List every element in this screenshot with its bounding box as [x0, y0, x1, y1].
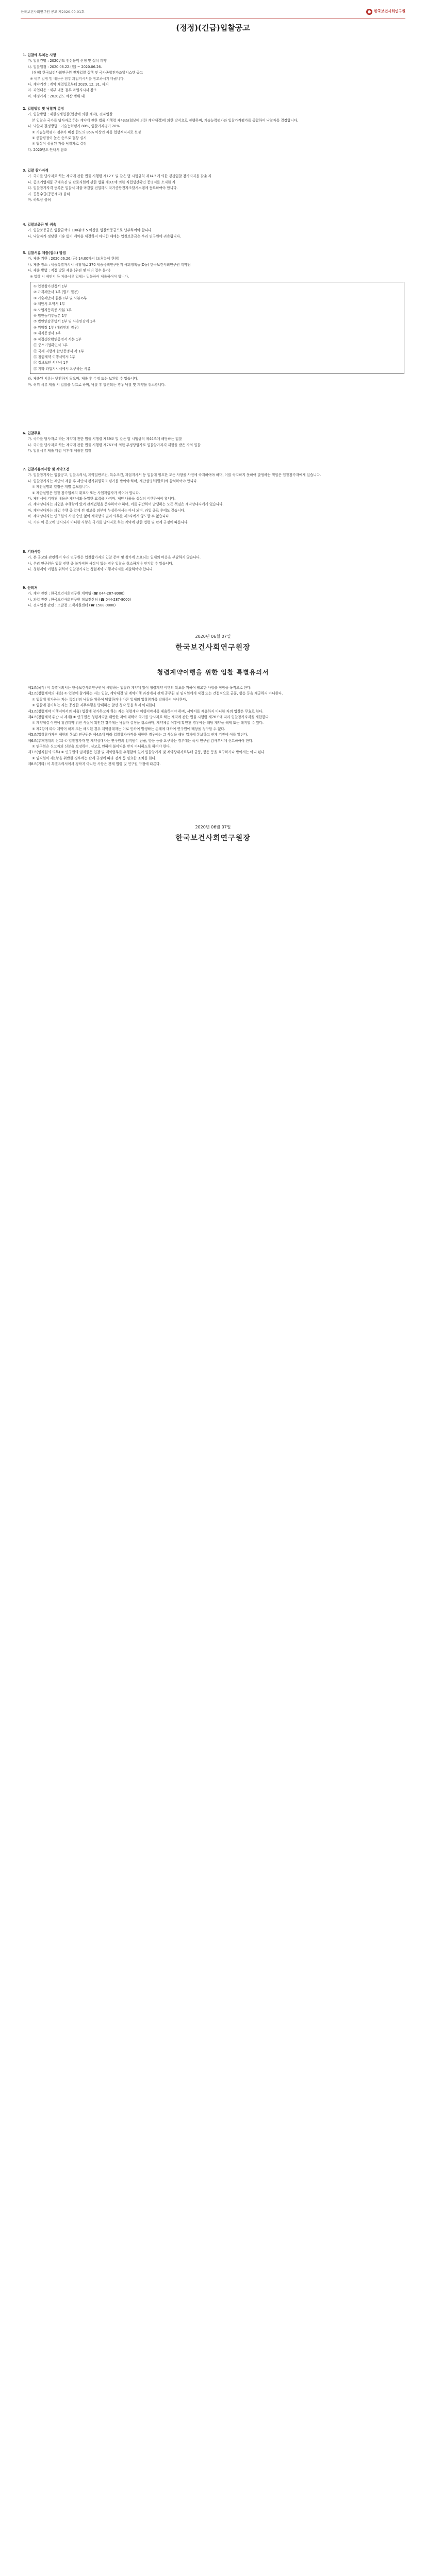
page-header — [21, 7, 405, 19]
list-item: 나. 과업 관련 : 한국보건사회연구원 정보전산팀 (☎ 044-287-8000) — [28, 597, 132, 602]
list-item: ※ 입찰 시 제안서 등 제출서류 일체는 밀봉하여 제출하여야 합니다. — [30, 274, 129, 279]
section-5 — [23, 247, 404, 388]
list-item: 가. 계약 관련 : 한국보건사회연구원 계약팀 (☎ 044-287-8000) — [28, 591, 125, 596]
section-8 — [23, 546, 404, 573]
special-notice-issuer: 한국보건사회연구원장 — [175, 834, 251, 842]
list-item: ※ 세부 일정 및 내용은 첨부 과업지시서를 참고하시기 바랍니다. — [30, 76, 125, 81]
section-heading: 7. 입찰자유의사항 및 계약조건 — [23, 467, 70, 471]
section-3 — [23, 165, 404, 203]
article: ③ 제2항에 따라 계약이 해제 또는 해지된 경우 계약상대자는 이로 인하여 발생하는 손해에 대하여 연구원에 배상을 청구할 수 없다. — [32, 726, 225, 731]
list-item: 가. 본 공고와 관련하여 우리 연구원은 입찰참가자의 입찰 준비 및 참가에 소요되는 일체의 비용을 부담하지 않습니다. — [28, 555, 201, 560]
section-2 — [23, 103, 404, 153]
special-notice-date: 2020년 06월 07일 — [195, 825, 231, 829]
list-item: 마. 예정가격 : 2020년도 예산 범위 내 — [28, 94, 85, 98]
list-item: 가. 국가를 당사자로 하는 계약에 관한 법률 시행령 제39조 및 같은 법 시행규칙 제44조에 해당하는 입찰 — [28, 437, 182, 442]
list-item: 나. 입찰일정 : 2020.06.22.(월) ~ 2020.06.26. — [28, 64, 102, 69]
list-item: 다. 2020년도 안내서 참조 — [28, 147, 68, 152]
list-item: 가. 입찰방법 : 제한경쟁입찰(협상에 의한 계약), 전자입찰 — [28, 112, 113, 117]
list-item: ⑧ 위임장 1부 (대리인의 경우) — [34, 325, 79, 330]
section-1 — [23, 49, 404, 99]
list-item: 사. 기타 이 공고에 명시되지 아니한 사항은 국가를 당사자로 하는 계약에 관한 법령 및 관계 규정에 따릅니다. — [28, 520, 189, 524]
list-item: ② 가격제안서 1부 (별도 밀봉) — [34, 290, 79, 295]
article: 제4조(청렴계약 위반 시 제재) ① 연구원은 청렴계약을 위반한 자에 대하여 국가를 당사자로 하는 계약에 관한 법률 시행령 제76조에 따라 입찰참가자격을 제한한다. — [28, 715, 270, 720]
list-item: ⑮ 기타 과업지시서에서 요구하는 서류 — [34, 366, 91, 371]
list-item: 가. 입찰참가자는 입찰공고, 입찰유의서, 계약일반조건, 특수조건, 과업지시서 등 입찰에 필요한 모든 사항을 사전에 숙지하여야 하며, 이를 숙지하지 못하여 발생하는 책임은 입찰참가자에게 있습니다. — [28, 473, 321, 478]
logo-text: 한국보건사회연구원 — [374, 9, 405, 14]
article: ② 계약체결 이전에 청렴계약 위반 사실이 확인된 경우에는 낙찰자 결정을 취소하며, 계약체결 이후에 확인된 경우에는 해당 계약을 해제 또는 해지할 수 있다. — [32, 721, 264, 725]
article: 제7조(임직원의 의무) ① 연구원의 임직원은 입찰 및 계약업무를 수행함에 있어 입찰참가자 및 계약상대자로부터 금품, 향응 등을 요구하거나 받아서는 아니 된다. — [28, 750, 266, 755]
section-heading: 8. 기타사항 — [23, 550, 41, 554]
list-item: 가. 입찰보증금은 입찰금액의 100분의 5 이상을 입찰보증금으로 납부하여야 합니다. — [28, 228, 153, 233]
list-item: 나. 낙찰자가 정당한 이유 없이 계약을 체결하지 아니한 때에는 입찰보증금은 우리 연구원에 귀속됩니다. — [28, 234, 181, 239]
section-7 — [23, 464, 404, 526]
list-item: ② 종합평점이 높은 순으로 협상 실시 — [32, 136, 87, 141]
list-item: 다. 제안서에 기재된 내용은 계약서와 동일한 효력을 가지며, 제안 내용을 성실히 이행하여야 합니다. — [28, 497, 176, 501]
list-item: 나. 제출 장소 : 세종특별자치시 시청대로 370 세종국책연구단지 사회정책동(D동) 한국보건사회연구원 계약팀 — [28, 262, 191, 267]
article: ② 입찰에 참가하는 자는 특정인의 낙찰을 위하여 담합하거나 다른 업체의 입찰참가를 방해하지 아니한다. — [32, 697, 187, 702]
section-heading: 5. 입찰서류 제출(접수) 방법 — [23, 251, 66, 255]
list-item: 마. 계약상대자는 과업 수행 중 알게 된 정보를 외부에 누설하여서는 아니 되며, 과업 종료 후에도 같습니다. — [28, 508, 186, 513]
section-heading: 3. 입찰 참가자격 — [23, 168, 48, 173]
list-item: ③ 기술제안서 원본 1부 및 사본 6부 — [34, 296, 87, 300]
institute-logo — [366, 8, 405, 15]
list-item: ③ 협상이 성립된 자를 낙찰자로 결정 — [32, 142, 87, 146]
section-9 — [23, 582, 404, 609]
list-item: 마. 하도급 불허 — [28, 198, 51, 202]
special-notice-articles — [23, 685, 404, 768]
article: ② 연구원은 신고자의 신분을 보장하며, 신고로 인하여 불이익을 받지 아니하도록 하여야 한다. — [32, 744, 171, 749]
article: 제6조(부패행위의 신고) ① 입찰참가자 및 계약상대자는 연구원의 임직원이 금품, 향응 등을 요구하는 경우에는 즉시 연구원 감사부서에 신고하여야 한다. — [28, 738, 254, 743]
list-item: ① 기술능력평가 점수가 배점 한도의 85% 이상인 자를 협상적격자로 선정 — [32, 130, 141, 134]
document-number: 한국보건사회연구원 공고 제2020-00-01호 — [21, 10, 85, 14]
list-item: ① 제안설명회 일정은 개별 통보합니다. — [32, 485, 90, 489]
section-heading: 2. 입찰방법 및 낙찰자 결정 — [23, 107, 64, 111]
list-item: ⑫ 국세·지방세 완납증명서 각 1부 — [34, 349, 84, 353]
article: 제5조(입찰참가자격 제한의 통보) 연구원은 제4조에 따라 입찰참가자격을 제한한 경우에는 그 사실을 해당 업체에 통보하고 관계 기관에 이를 알린다. — [28, 733, 249, 737]
section-heading: 9. 문의처 — [23, 586, 38, 590]
list-item: ② 제안설명은 입찰 참가업체의 대표자 또는 사업책임자가 하여야 합니다. — [32, 490, 140, 495]
list-item: 라. 공동수급(공동계약) 불허 — [28, 192, 70, 196]
list-item: ⑩ 직접생산확인증명서 사본 1부 — [34, 337, 81, 342]
list-item: 다. 입찰서류 제출 마감 이후에 제출된 입찰 — [28, 449, 91, 453]
list-item: ⑭ 정보보안 서약서 1부 — [34, 361, 69, 365]
list-item: 다. 전자입찰 관련 : 조달청 고객지원센터 (☎ 1588-0800) — [28, 603, 116, 608]
list-item: ⑥ 법인등기부등본 1부 — [34, 314, 68, 318]
list-item: 다. 입찰참가자격 등록은 입찰서 제출 마감일 전일까지 국가종합전자조달시스템에 등록하여야 합니다. — [28, 186, 178, 191]
list-item: 가. 제출 기한 : 2020.06.26.(금) 14:00까지 (도착분에 한함) — [28, 257, 120, 261]
list-item: 라. 제출된 서류는 반환하지 않으며, 제출 후 수정 또는 보완할 수 없습니다. — [28, 377, 139, 381]
required-documents-box — [30, 282, 404, 374]
article: 제3조(청렴계약 이행서약서의 제출) 입찰에 참가하고자 하는 자는 청렴계약 이행서약서를 제출하여야 하며, 서약서를 제출하지 아니한 자의 입찰은 무효로 한다. — [28, 709, 264, 714]
list-item: (정정) 한국보건사회연구원 전자입찰 집행 및 국가종합전자조달시스템 공고 — [32, 71, 143, 75]
special-notice-title: 청렴계약이행을 위한 입찰 특별유의서 — [157, 669, 269, 676]
list-item: ⑨ 재직증명서 1부 — [34, 331, 61, 336]
section-heading: 6. 입찰무효 — [23, 431, 41, 435]
list-item: ④ 제안서 요약서 1부 — [34, 302, 65, 307]
list-item: ⑪ 중소기업확인서 1부 — [34, 343, 68, 348]
issuer-name: 한국보건사회연구원장 — [175, 643, 251, 652]
list-item: 나. 우리 연구원은 입찰 진행 중 불가피한 사정이 있는 경우 입찰을 취소하거나 연기할 수 있습니다. — [28, 561, 173, 566]
logo-mark-icon — [366, 9, 372, 15]
list-item: 나. 국가를 당사자로 하는 계약에 관한 법률 시행령 제76조에 의한 부정당업자로 입찰참가자격 제한을 받은 자의 입찰 — [28, 443, 201, 447]
list-item: ① 입찰참가신청서 1부 — [34, 284, 68, 289]
notice-date: 2020년 06월 07일 — [195, 634, 231, 639]
article: ③ 입찰에 참가하는 자는 공정한 직무수행을 방해하는 알선·청탁 등을 하지 아니한다. — [32, 703, 157, 708]
section-6 — [23, 428, 404, 454]
list-item: 본 입찰은 국가를 당사자로 하는 계약에 관한 법률 시행령 제43조(협상에 의한 계약체결)에 의한 방식으로 진행하며, 기술능력평가와 입찰가격평가를 종합하여 낙찰자를 결정합니다. — [32, 118, 299, 123]
list-item: 마. 허위 서류 제출 시 입찰을 무효로 하며, 낙찰 후 발견되는 경우 낙찰 및 계약을 취소합니다. — [28, 382, 166, 387]
section-heading: 1. 입찰에 부치는 사항 — [23, 53, 56, 57]
list-item: ⑤ 사업자등록증 사본 1부 — [34, 308, 72, 312]
list-item: 나. 중소기업제품 구매촉진 및 판로지원에 관한 법률 제9조에 의한 직접생산확인 증명서를 소지한 자 — [28, 180, 176, 184]
list-item: ⑦ 법인인감증명서 1부 및 사용인감계 1부 — [34, 319, 96, 324]
section-heading: 4. 입찰보증금 및 귀속 — [23, 223, 56, 227]
section-4 — [23, 219, 404, 240]
page-title: (정정)(긴급)입찰공고 — [176, 23, 250, 32]
list-item: ⑬ 청렴계약 이행서약서 1부 — [34, 354, 75, 359]
article: 제2조(청렴계약의 내용) ① 입찰에 참가하는 자는 입찰, 계약체결 및 계약이행 과정에서 관계 공무원 및 임직원에게 직접 또는 간접적으로 금품, 향응 등을 제공하지 아니한다. — [28, 691, 283, 696]
article: 제1조(목적) 이 특별유의서는 한국보건사회연구원이 시행하는 입찰과 계약에 있어 청렴계약 이행의 확보를 위하여 필요한 사항을 정함을 목적으로 한다. — [28, 686, 252, 690]
list-item: 라. 계약상대자는 과업을 수행함에 있어 관계법령을 준수하여야 하며, 이를 위반하여 발생하는 모든 책임은 계약상대자에게 있습니다. — [28, 502, 224, 507]
list-item: 다. 제출 방법 : 직접 방문 제출 (우편 및 대리 접수 불가) — [28, 268, 110, 273]
list-item: 다. 계약기간 : 계약 체결일로부터 2020. 12. 31. 까지 — [28, 82, 109, 87]
list-item: 바. 계약상대자는 연구원의 사전 승인 없이 계약상의 권리·의무를 제3자에게 양도할 수 없습니다. — [28, 514, 170, 519]
list-item: 가. 국가를 당사자로 하는 계약에 관한 법률 시행령 제12조 및 같은 법 시행규칙 제14조에 의한 경쟁입찰 참가자격을 갖춘 자 — [28, 174, 211, 179]
list-item: 가. 입찰건명 : 2020년도 전산용역 선정 및 설치 계약 — [28, 59, 107, 63]
list-item: 나. 낙찰자 결정방법 : 기술능력평가 80%, 입찰가격평가 20% — [28, 124, 120, 129]
list-item: 다. 청렴계약 이행을 위하여 입찰참가자는 청렴계약 이행서약서를 제출하여야 합니다. — [28, 567, 154, 572]
list-item: 라. 과업내용 : 세부 내용 첨부 과업지시서 참조 — [28, 88, 97, 93]
article: ② 임직원이 제1항을 위반한 경우에는 관계 규정에 따라 징계 등 필요한 조치를 한다. — [32, 756, 157, 760]
list-item: 나. 입찰참가자는 제안서 제출 후 제안서 평가위원회의 평가를 받아야 하며, 제안설명회(발표)에 참석하여야 합니다. — [28, 479, 198, 483]
article: 제8조(기타) 이 특별유의서에서 정하지 아니한 사항은 관계 법령 및 연구원 규정에 따른다. — [28, 762, 161, 767]
